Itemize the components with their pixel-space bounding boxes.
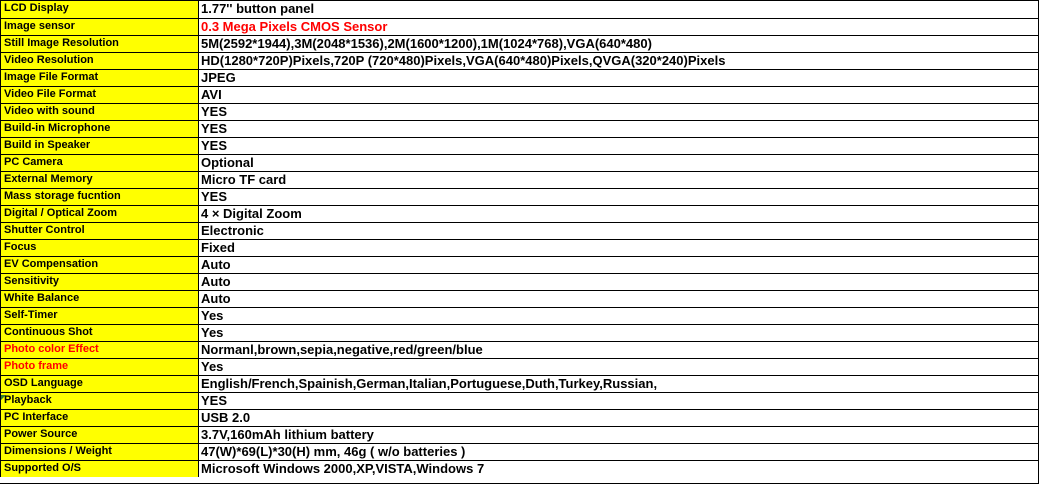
spec-value[interactable]: JPEG <box>199 70 1038 86</box>
table-row <box>0 222 1038 239</box>
table-row <box>0 341 1038 358</box>
table-row <box>0 86 1038 103</box>
spec-value[interactable]: 5M(2592*1944),3M(2048*1536),2M(1600*1200),1M(1024*768),VGA(640*480) <box>199 36 1038 52</box>
spec-label[interactable]: Build-in Microphone <box>0 121 199 137</box>
spec-label[interactable]: Power Source <box>0 427 199 443</box>
table-row <box>0 137 1038 154</box>
table-row <box>0 358 1038 375</box>
spec-value[interactable]: Fixed <box>199 240 1038 256</box>
spec-value[interactable]: YES <box>199 189 1038 205</box>
spec-label[interactable]: External Memory <box>0 172 199 188</box>
spec-value[interactable]: YES <box>199 393 1038 409</box>
table-row <box>0 171 1038 188</box>
table-row <box>0 154 1038 171</box>
table-row <box>0 18 1038 35</box>
table-row <box>0 35 1038 52</box>
spec-label[interactable]: EV Compensation <box>0 257 199 273</box>
spec-value[interactable]: Auto <box>199 274 1038 290</box>
spec-value[interactable]: Micro TF card <box>199 172 1038 188</box>
spec-label[interactable]: Still Image Resolution <box>0 36 199 52</box>
spec-value[interactable]: Optional <box>199 155 1038 171</box>
table-row <box>0 0 1038 18</box>
spec-label[interactable]: OSD Language <box>0 376 199 392</box>
table-row <box>0 120 1038 137</box>
spec-value[interactable]: Microsoft Windows 2000,XP,VISTA,Windows 7 <box>199 461 1038 477</box>
spec-label[interactable]: Build in Speaker <box>0 138 199 154</box>
cell-comment-marker <box>1 395 6 400</box>
spec-value[interactable]: AVI <box>199 87 1038 103</box>
spec-value[interactable]: Auto <box>199 291 1038 307</box>
table-row <box>0 205 1038 222</box>
spec-value[interactable]: 0.3 Mega Pixels CMOS Sensor <box>199 19 1038 35</box>
table-row <box>0 375 1038 392</box>
spec-label[interactable]: Self-Timer <box>0 308 199 324</box>
spec-label[interactable]: Photo frame <box>0 359 199 375</box>
table-row <box>0 426 1038 443</box>
spec-value[interactable]: USB 2.0 <box>199 410 1038 426</box>
spec-value[interactable]: Yes <box>199 359 1038 375</box>
table-row <box>0 69 1038 86</box>
table-row <box>0 188 1038 205</box>
spec-label[interactable]: PC Camera <box>0 155 199 171</box>
spec-value[interactable]: Yes <box>199 308 1038 324</box>
spec-label[interactable]: LCD Display <box>0 1 199 18</box>
spec-value[interactable]: HD(1280*720P)Pixels,720P (720*480)Pixels,VGA(640*480)Pixels,QVGA(320*240)Pixels <box>199 53 1038 69</box>
table-row <box>0 460 1038 477</box>
spec-value[interactable]: Normanl,brown,sepia,negative,red/green/blue <box>199 342 1038 358</box>
spec-value[interactable]: 3.7V,160mAh lithium battery <box>199 427 1038 443</box>
spec-value[interactable]: YES <box>199 138 1038 154</box>
spec-value[interactable]: YES <box>199 104 1038 120</box>
spec-label[interactable]: Image File Format <box>0 70 199 86</box>
spec-value[interactable]: YES <box>199 121 1038 137</box>
spec-label[interactable]: PC Interface <box>0 410 199 426</box>
spec-label[interactable]: Continuous Shot <box>0 325 199 341</box>
table-row <box>0 52 1038 69</box>
spec-label[interactable]: Mass storage fucntion <box>0 189 199 205</box>
spec-label[interactable]: Playback <box>0 393 199 409</box>
table-row <box>0 103 1038 120</box>
table-row <box>0 392 1038 409</box>
spec-value[interactable]: 4 × Digital Zoom <box>199 206 1038 222</box>
table-row <box>0 409 1038 426</box>
table-row <box>0 307 1038 324</box>
spec-value[interactable]: 1.77'' button panel <box>199 1 1038 18</box>
spec-label[interactable]: Focus <box>0 240 199 256</box>
spec-label[interactable]: Digital / Optical Zoom <box>0 206 199 222</box>
spec-label[interactable]: Video Resolution <box>0 53 199 69</box>
table-row <box>0 290 1038 307</box>
spec-value[interactable]: 47(W)*69(L)*30(H) mm, 46g ( w/o batteries ) <box>199 444 1038 460</box>
spec-label[interactable]: Supported O/S <box>0 461 199 477</box>
spec-label[interactable]: Image sensor <box>0 19 199 35</box>
table-row <box>0 256 1038 273</box>
spec-value[interactable]: Yes <box>199 325 1038 341</box>
table-row <box>0 443 1038 460</box>
spec-value[interactable]: Auto <box>199 257 1038 273</box>
spec-label[interactable]: Video File Format <box>0 87 199 103</box>
spec-label[interactable]: Photo color Effect <box>0 342 199 358</box>
spec-value[interactable]: Electronic <box>199 223 1038 239</box>
spec-value[interactable]: English/French,Spainish,German,Italian,Portuguese,Duth,Turkey,Russian, <box>199 376 1038 392</box>
table-row <box>0 324 1038 341</box>
table-row <box>0 239 1038 256</box>
spec-label[interactable]: White Balance <box>0 291 199 307</box>
table-row <box>0 273 1038 290</box>
spec-label[interactable]: Video with sound <box>0 104 199 120</box>
spec-label[interactable]: Dimensions / Weight <box>0 444 199 460</box>
spec-label[interactable]: Sensitivity <box>0 274 199 290</box>
spec-label[interactable]: Shutter Control <box>0 223 199 239</box>
